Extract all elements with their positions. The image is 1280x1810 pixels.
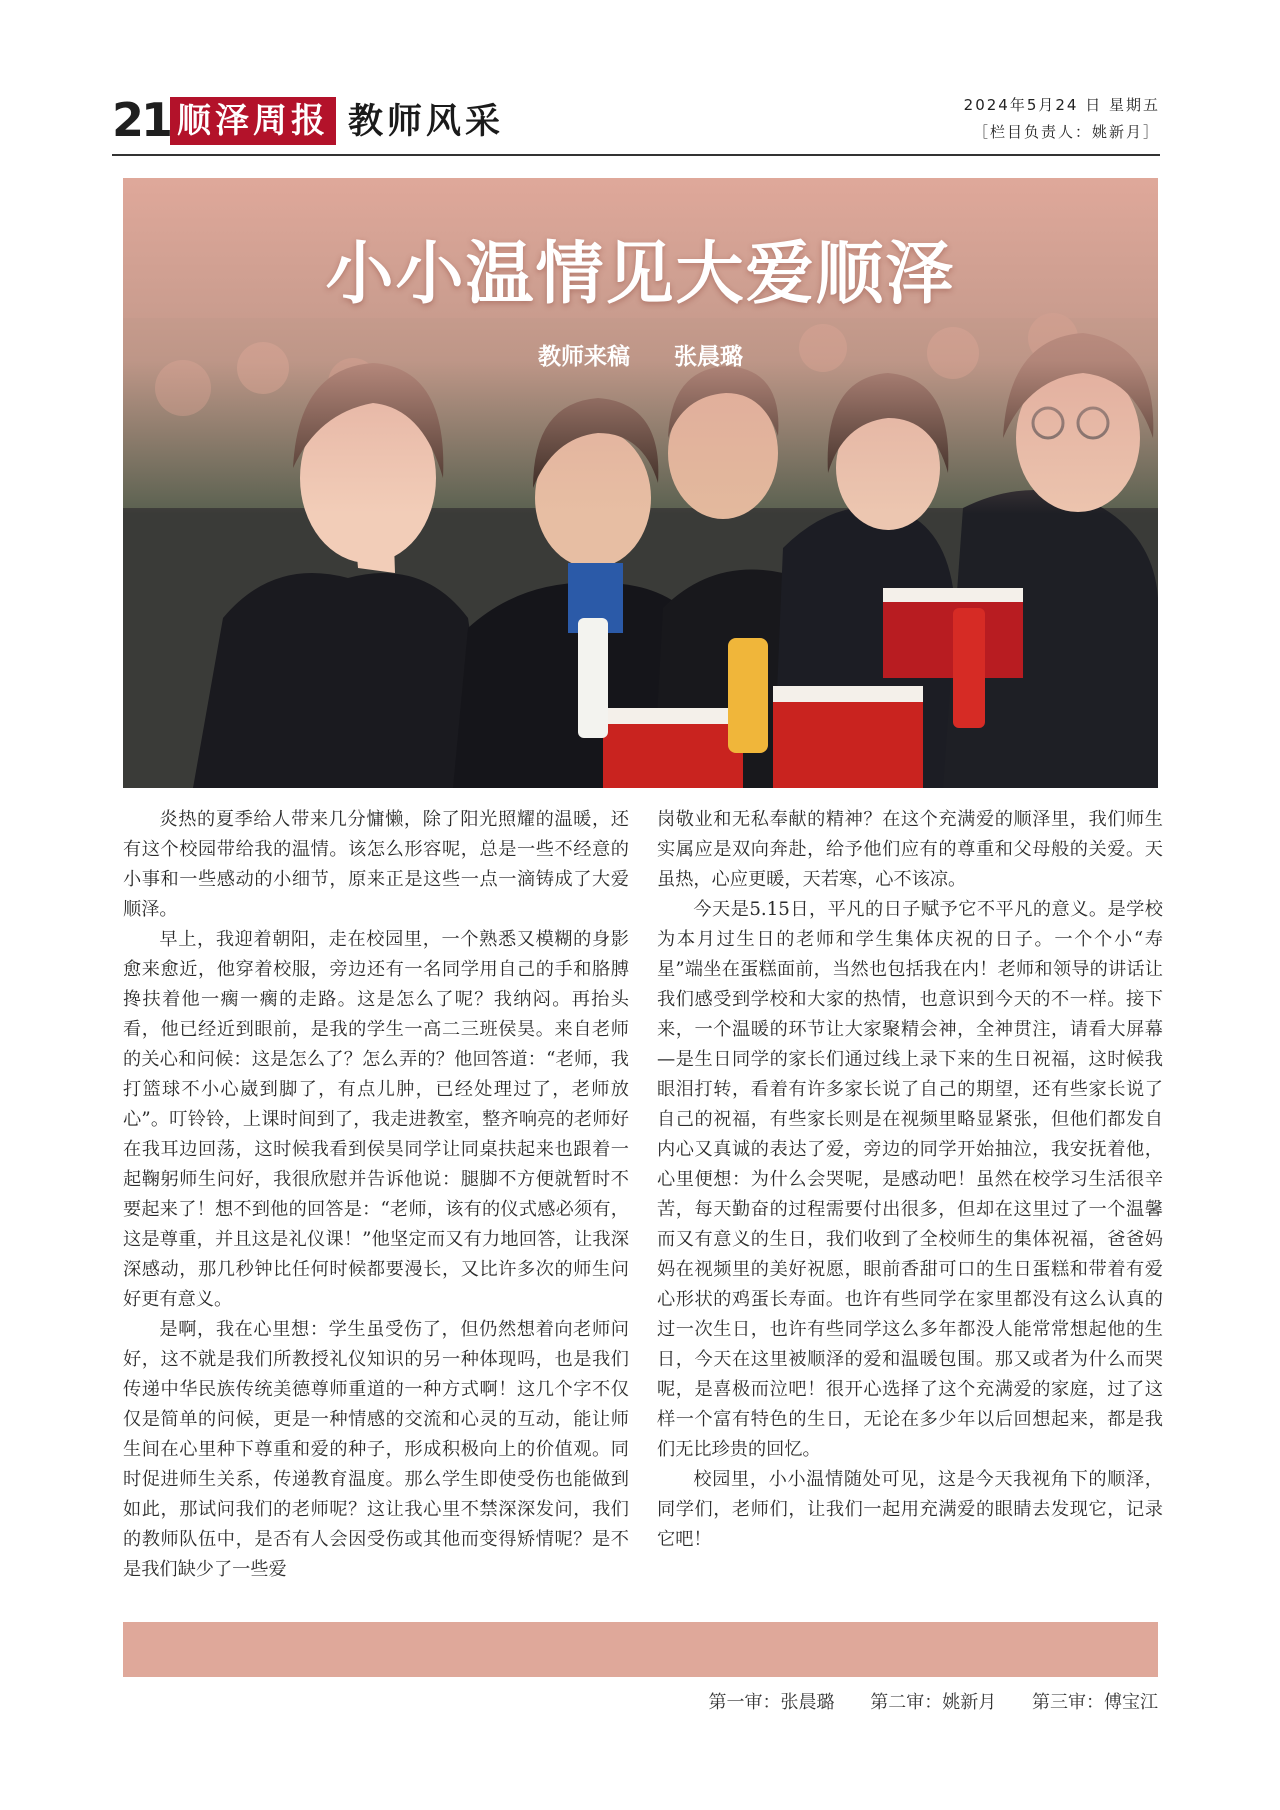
paper-name-logo: 顺泽周报 — [170, 97, 336, 145]
byline-author: 张晨璐 — [674, 344, 743, 370]
left-column — [123, 805, 629, 1585]
right-column — [657, 805, 1163, 1555]
paragraph: 是啊，我在心里想：学生虽受伤了，但仍然想着向老师问好，这不就是我们所教授礼仪知识的另一种体现吗，也是我们传递中华民族传统美德尊师重道的一种方式啊！这几个字不仅仅是简单的问候，更是一种情感的交流和心灵的互动，能让师生间在心里种下尊重和爱的种子，形成积极向上的价值观。同时促进师生关系，传递教育温度。那么学生即使受伤也能做到如此，那试问我们的老师呢？这让我心里不禁深深发问，我们的教师队伍中，是否有人会因受伤或其他而变得矫情呢？是不是我们缺少了一些爱 — [123, 1319, 629, 1580]
issue-number: 21 — [112, 93, 171, 147]
section-title: 教师风采 — [348, 102, 505, 142]
footer-bar — [123, 1622, 1158, 1677]
paragraph: 今天是5.15日，平凡的日子赋予它不平凡的意义。是学校为本月过生日的老师和学生集体庆祝的日子。一个个小“寿星”端坐在蛋糕面前，当然也包括我在内！老师和领导的讲话让我们感受到学校和大家的热情，也意识到今天的不一样。接下来，一个温暖的环节让大家聚精会神，全神贯注，请看大屏幕—是生日同学的家长们通过线上录下来的生日祝福，这时候我眼泪打转，看着有许多家长说了自己的期望，还有些家长说了自己的祝福，有些家长则是在视频里略显紧张，但他们都发自内心又真诚的表达了爱，旁边的同学开始抽泣，我安抚着他，心里便想：为什么会哭呢，是感动吧！虽然在校学习生活很辛苦，每天勤奋的过程需要付出很多，但却在这里过了一个温馨而又有意义的生日，我们收到了全校师生的集体祝福，爸爸妈妈在视频里的美好祝愿，眼前香甜可口的生日蛋糕和带着有爱心形状的鸡蛋长寿面。也许有些同学在家里都没有这么认真的过一次生日，也许有些同学这么多年都没人能常常想起他的生日，今天在这里被顺泽的爱和温暖包围。那又或者为什么而哭呢，是喜极而泣吧！很开心选择了这个充满爱的家庭，过了这样一个富有特色的生日，无论在多少年以后回想起来，都是我们无比珍贵的回忆。 — [657, 899, 1163, 1460]
issue-date: 2024年5月24 日 星期五 — [963, 96, 1160, 114]
column-editor: ［栏目负责人：姚新月］ — [972, 123, 1160, 141]
reviewer-second: 第二审：姚新月 — [870, 1692, 997, 1713]
reviewer-credits — [679, 1688, 1158, 1714]
byline-type: 教师来稿 — [537, 344, 630, 370]
article-byline — [123, 338, 1158, 371]
reviewer-third: 第三审：傅宝江 — [1032, 1692, 1158, 1713]
paragraph: 早上，我迎着朝阳，走在校园里，一个熟悉又模糊的身影愈来愈近，他穿着校服，旁边还有一名同学用自己的手和胳膊搀扶着他一瘸一瘸的走路。这是怎么了呢？我纳闷。再抬头看，他已经近到眼前，是我的学生一高二三班侯昊。来自老师的关心和问候：这是怎么了？怎么弄的？他回答道：“老师，我打篮球不小心崴到脚了，有点儿肿，已经处理过了，老师放心”。叮铃铃，上课时间到了，我走进教室，整齐响亮的老师好在我耳边回荡，这时候我看到侯昊同学让同桌扶起来也跟着一起鞠躬师生问好，我很欣慰并告诉他说：腿脚不方便就暂时不要起来了！想不到他的回答是：“老师，该有的仪式感必须有，这是尊重，并且这是礼仪课！”他坚定而又有力地回答，让我深深感动，那几秒钟比任何时候都要漫长，又比许多次的师生问好更有意义。 — [123, 929, 629, 1310]
masthead-divider — [112, 154, 1160, 156]
masthead — [112, 92, 1160, 154]
reviewer-first: 第一审：张晨璐 — [708, 1692, 835, 1713]
hero-banner — [123, 178, 1158, 788]
article-title: 小小温情见大爱顺泽 — [325, 235, 956, 314]
article-body — [123, 805, 1163, 1615]
paragraph: 炎热的夏季给人带来几分慵懒，除了阳光照耀的温暖，还有这个校园带给我的温情。该怎么形容呢，总是一些不经意的小事和一些感动的小细节，原来正是这些一点一滴铸成了大爱顺泽。 — [123, 809, 629, 920]
paragraph-continuation: 岗敬业和无私奉献的精神？在这个充满爱的顺泽里，我们师生实属应是双向奔赴，给予他们应有的尊重和父母般的关爱。天虽热，心应更暖，天若寒，心不该凉。 — [657, 809, 1163, 890]
paragraph: 校园里，小小温情随处可见，这是今天我视角下的顺泽，同学们，老师们，让我们一起用充满爱的眼睛去发现它，记录它吧！ — [657, 1469, 1163, 1550]
